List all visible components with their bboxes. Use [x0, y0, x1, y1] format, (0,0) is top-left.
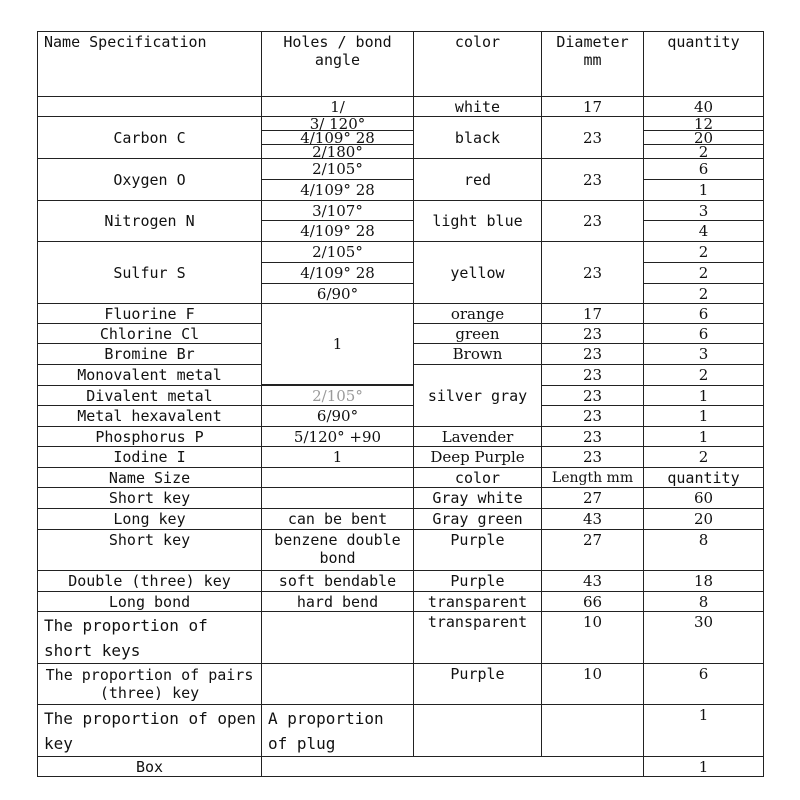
row-h-holes: 1/	[261, 96, 414, 117]
sulfur-angle-2: 4/109° 28	[261, 262, 414, 284]
bromine-name: Bromine Br	[37, 343, 262, 365]
key-8-quantity: 1	[643, 704, 764, 757]
key-6-note	[261, 611, 414, 664]
nitrogen-quantity-1: 3	[643, 200, 764, 221]
key-7-quantity: 6	[643, 663, 764, 705]
sulfur-quantity-2: 2	[643, 262, 764, 284]
oxygen-diameter: 23	[541, 158, 644, 201]
sulfur-diameter: 23	[541, 241, 644, 304]
key-6-name: The proportion of short keys	[37, 611, 262, 664]
key-2-name: Long key	[37, 508, 262, 530]
keys-header-length: Length mm	[541, 467, 644, 488]
box-name: Box	[37, 756, 262, 777]
key-1-length: 27	[541, 487, 644, 509]
key-3-note: benzene double bond	[261, 529, 414, 571]
hexavalent-metal-holes: 6/90°	[261, 405, 414, 427]
phosphorus-color: Lavender	[413, 426, 542, 447]
fluorine-diameter: 17	[541, 303, 644, 324]
key-4-note: soft bendable	[261, 570, 414, 592]
carbon-quantity-3: 2	[643, 144, 764, 159]
row-h-diameter: 17	[541, 96, 644, 117]
oxygen-angle-1: 2/105°	[261, 158, 414, 180]
carbon-name: Carbon C	[37, 116, 262, 159]
chlorine-name: Chlorine Cl	[37, 323, 262, 344]
nitrogen-name: Nitrogen N	[37, 200, 262, 242]
key-3-quantity: 8	[643, 529, 764, 571]
hexavalent-metal-diameter: 23	[541, 405, 644, 427]
chlorine-quantity: 6	[643, 323, 764, 344]
keys-header-blank	[261, 467, 414, 488]
chlorine-color: green	[413, 323, 542, 344]
key-8-name: The proportion of open key	[37, 704, 262, 757]
box-blank	[261, 756, 644, 777]
key-6-length: 10	[541, 611, 644, 664]
carbon-quantity-1: 12	[643, 116, 764, 131]
key-1-quantity: 60	[643, 487, 764, 509]
key-5-length: 66	[541, 591, 644, 612]
key-4-length: 43	[541, 570, 644, 592]
iodine-color: Deep Purple	[413, 446, 542, 468]
nitrogen-angle-2: 4/109° 28	[261, 220, 414, 242]
row-h-color: white	[413, 96, 542, 117]
header-quantity: quantity	[643, 31, 764, 97]
key-4-color: Purple	[413, 570, 542, 592]
fluorine-color: orange	[413, 303, 542, 324]
iodine-holes: 1	[261, 446, 414, 468]
monovalent-metal-quantity: 2	[643, 364, 764, 386]
nitrogen-color: light blue	[413, 200, 542, 242]
key-6-quantity: 30	[643, 611, 764, 664]
key-4-quantity: 18	[643, 570, 764, 592]
monovalent-metal-diameter: 23	[541, 364, 644, 386]
key-5-note: hard bend	[261, 591, 414, 612]
carbon-angle-2: 4/109° 28	[261, 130, 414, 145]
phosphorus-name: Phosphorus P	[37, 426, 262, 447]
key-1-note	[261, 487, 414, 509]
key-2-quantity: 20	[643, 508, 764, 530]
keys-header-name-size: Name Size	[37, 467, 262, 488]
key-5-quantity: 8	[643, 591, 764, 612]
key-7-name: The proportion of pairs (three) key	[37, 663, 262, 705]
divalent-metal-quantity: 1	[643, 385, 764, 406]
key-3-color: Purple	[413, 529, 542, 571]
key-8-note: A proportion of plug	[261, 704, 414, 757]
sulfur-quantity-1: 2	[643, 241, 764, 263]
key-1-color: Gray white	[413, 487, 542, 509]
nitrogen-quantity-2: 4	[643, 220, 764, 242]
keys-header-color: color	[413, 467, 542, 488]
key-2-length: 43	[541, 508, 644, 530]
phosphorus-quantity: 1	[643, 426, 764, 447]
key-7-color: Purple	[413, 663, 542, 705]
key-4-name: Double (three) key	[37, 570, 262, 592]
divalent-metal-diameter: 23	[541, 385, 644, 406]
hexavalent-metal-name: Metal hexavalent	[37, 405, 262, 427]
chlorine-diameter: 23	[541, 323, 644, 344]
carbon-quantity-2: 20	[643, 130, 764, 145]
key-2-color: Gray green	[413, 508, 542, 530]
nitrogen-angle-1: 3/107°	[261, 200, 414, 221]
iodine-quantity: 2	[643, 446, 764, 468]
bromine-color: Brown	[413, 343, 542, 365]
divalent-metal-name: Divalent metal	[37, 385, 262, 406]
key-6-color: transparent	[413, 611, 542, 664]
key-7-length: 10	[541, 663, 644, 705]
bromine-quantity: 3	[643, 343, 764, 365]
fluorine-name: Fluorine F	[37, 303, 262, 324]
header-color: color	[413, 31, 542, 97]
key-8-length	[541, 704, 644, 757]
carbon-angle-1: 3/ 120°	[261, 116, 414, 131]
oxygen-quantity-2: 1	[643, 179, 764, 201]
carbon-angle-3: 2/180°	[261, 144, 414, 159]
row-h-quantity: 40	[643, 96, 764, 117]
oxygen-name: Oxygen O	[37, 158, 262, 201]
divalent-metal-holes: 2/105°	[261, 385, 414, 406]
oxygen-quantity-1: 6	[643, 158, 764, 180]
hexavalent-metal-quantity: 1	[643, 405, 764, 427]
header-holes-bond-angle: Holes / bond angle	[261, 31, 414, 97]
metal-color: silver gray	[413, 364, 542, 427]
row-h-name	[37, 96, 262, 117]
sulfur-name: Sulfur S	[37, 241, 262, 304]
phosphorus-diameter: 23	[541, 426, 644, 447]
halogen-holes: 1	[261, 303, 414, 385]
key-5-color: transparent	[413, 591, 542, 612]
phosphorus-holes: 5/120° +90	[261, 426, 414, 447]
key-3-name: Short key	[37, 529, 262, 571]
nitrogen-diameter: 23	[541, 200, 644, 242]
header-name-specification: Name Specification	[37, 31, 262, 97]
carbon-diameter: 23	[541, 116, 644, 159]
header-diameter: Diameter mm	[541, 31, 644, 97]
iodine-diameter: 23	[541, 446, 644, 468]
iodine-name: Iodine I	[37, 446, 262, 468]
key-3-length: 27	[541, 529, 644, 571]
oxygen-color: red	[413, 158, 542, 201]
fluorine-quantity: 6	[643, 303, 764, 324]
bromine-diameter: 23	[541, 343, 644, 365]
key-2-note: can be bent	[261, 508, 414, 530]
oxygen-angle-2: 4/109° 28	[261, 179, 414, 201]
box-quantity: 1	[643, 756, 764, 777]
key-1-name: Short key	[37, 487, 262, 509]
carbon-color: black	[413, 116, 542, 159]
sulfur-angle-3: 6/90°	[261, 283, 414, 304]
sulfur-color: yellow	[413, 241, 542, 304]
key-7-note	[261, 663, 414, 705]
monovalent-metal-name: Monovalent metal	[37, 364, 262, 386]
key-8-color	[413, 704, 542, 757]
sulfur-angle-1: 2/105°	[261, 241, 414, 263]
sulfur-quantity-3: 2	[643, 283, 764, 304]
keys-header-quantity: quantity	[643, 467, 764, 488]
key-5-name: Long bond	[37, 591, 262, 612]
